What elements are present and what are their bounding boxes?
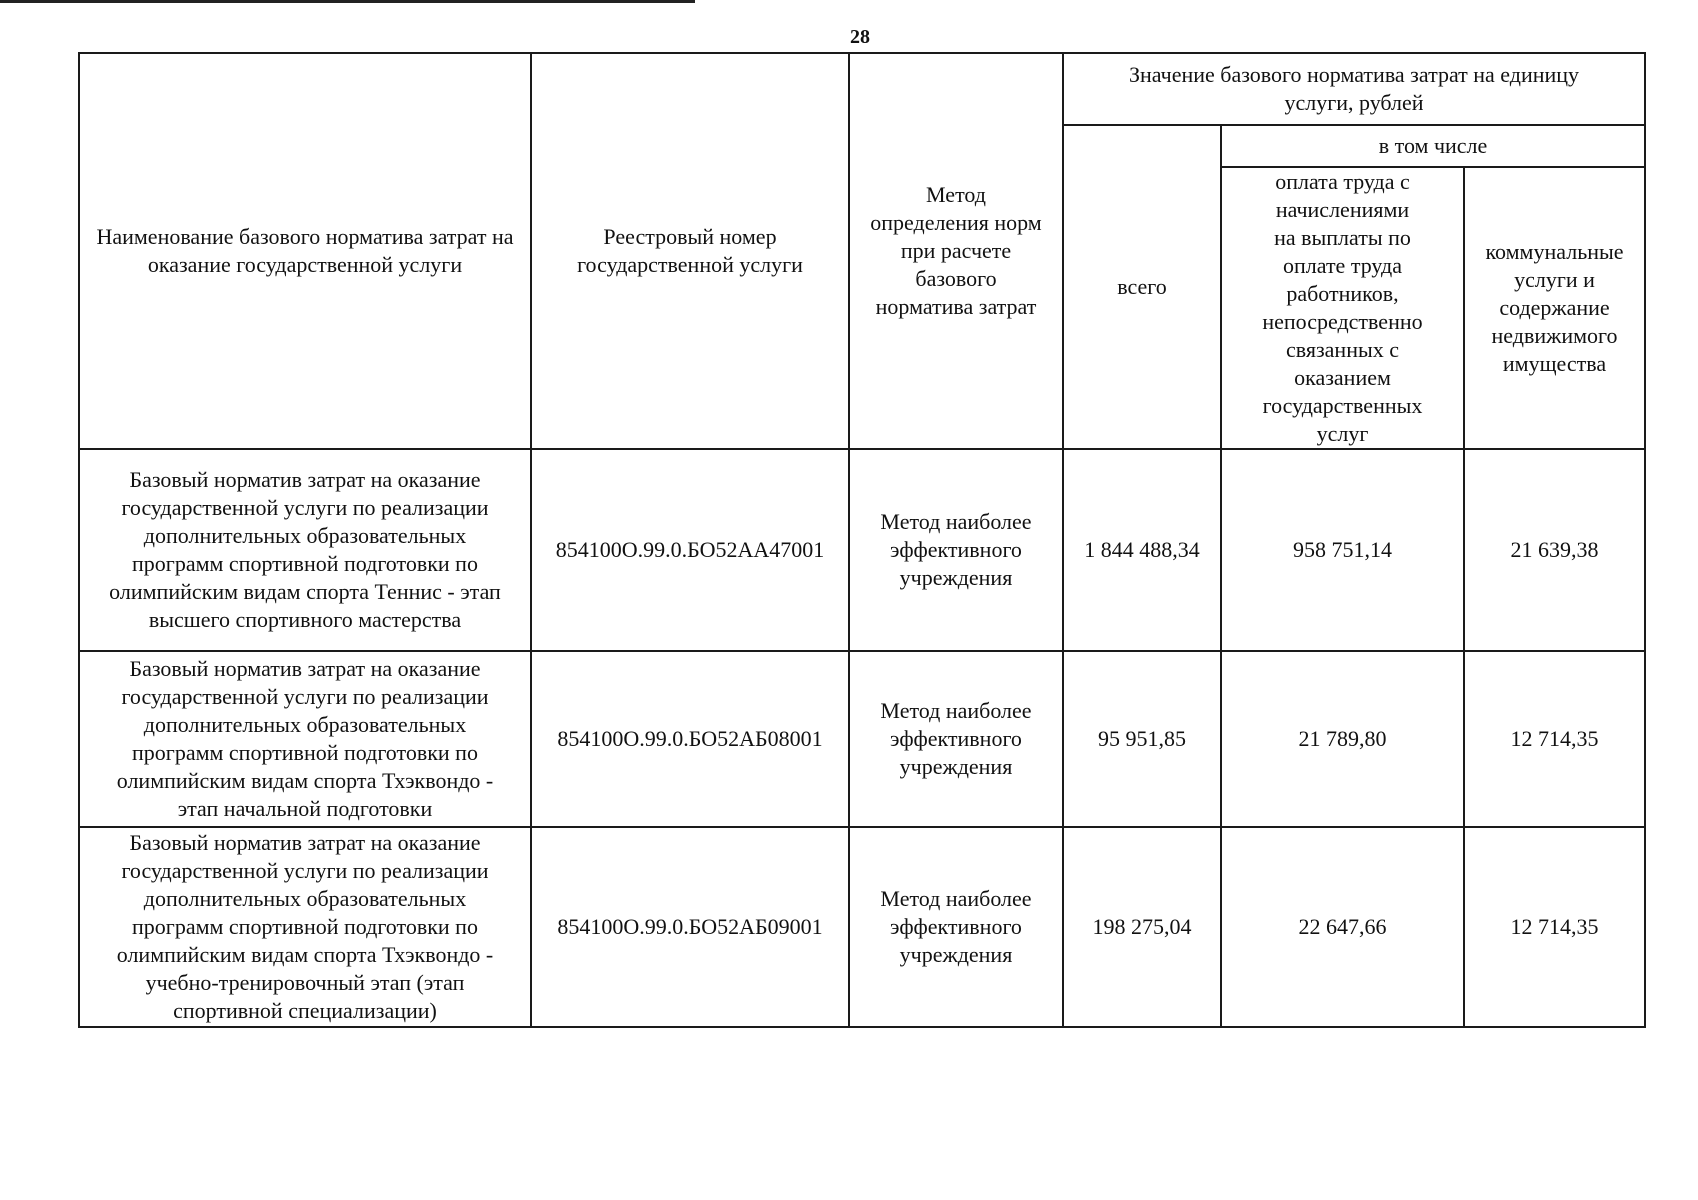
cell-labor: 22 647,66: [1221, 827, 1464, 1027]
cell-total: 1 844 488,34: [1063, 449, 1221, 651]
cell-utilities: 21 639,38: [1464, 449, 1645, 651]
page-number: 28: [850, 26, 870, 48]
cell-method: Метод наиболее эффективного учреждения: [849, 651, 1063, 827]
cell-name: Базовый норматив затрат на оказание государственной услуги по реализации дополнительных образовательных программ спортивной подготовки по олимпийским видам спорта Тхэквондо - этап начальной подготовки: [79, 651, 531, 827]
cell-labor: 958 751,14: [1221, 449, 1464, 651]
cost-norms-table: [78, 52, 1646, 1028]
header-registry-number: Реестровый номер государственной услуги: [531, 53, 849, 449]
cell-registry-number: 854100О.99.0.БО52АБ08001: [531, 651, 849, 827]
header-including: в том числе: [1221, 125, 1645, 167]
header-total: всего: [1063, 125, 1221, 449]
cell-method: Метод наиболее эффективного учреждения: [849, 449, 1063, 651]
cell-name: Базовый норматив затрат на оказание государственной услуги по реализации дополнительных образовательных программ спортивной подготовки по олимпийским видам спорта Теннис - этап высшего спортивного мастерства: [79, 449, 531, 651]
cell-name: Базовый норматив затрат на оказание государственной услуги по реализации дополнительных образовательных программ спортивной подготовки по олимпийским видам спорта Тхэквондо - учебно-тренировочный этап (этап спортивной специализации): [79, 827, 531, 1027]
top-rule-line: [0, 0, 695, 3]
header-utilities: коммунальные услуги и содержание недвижимого имущества: [1464, 167, 1645, 449]
cell-method: Метод наиболее эффективного учреждения: [849, 827, 1063, 1027]
cell-total: 95 951,85: [1063, 651, 1221, 827]
table-row: [79, 449, 1645, 651]
header-value-group: Значение базового норматива затрат на единицу услуги, рублей: [1063, 53, 1645, 125]
table-row: [79, 651, 1645, 827]
cell-utilities: 12 714,35: [1464, 651, 1645, 827]
header-method: Метод определения норм при расчете базового норматива затрат: [849, 53, 1063, 449]
header-labor: оплата труда с начислениями на выплаты по оплате труда работников, непосредственно связанных с оказанием государственных услуг: [1221, 167, 1464, 449]
table-row: [79, 827, 1645, 1027]
header-row-1: [79, 53, 1645, 125]
header-name: Наименование базового норматива затрат на оказание государственной услуги: [79, 53, 531, 449]
cell-total: 198 275,04: [1063, 827, 1221, 1027]
cell-labor: 21 789,80: [1221, 651, 1464, 827]
cell-registry-number: 854100О.99.0.БО52АА47001: [531, 449, 849, 651]
cell-registry-number: 854100О.99.0.БО52АБ09001: [531, 827, 849, 1027]
cell-utilities: 12 714,35: [1464, 827, 1645, 1027]
